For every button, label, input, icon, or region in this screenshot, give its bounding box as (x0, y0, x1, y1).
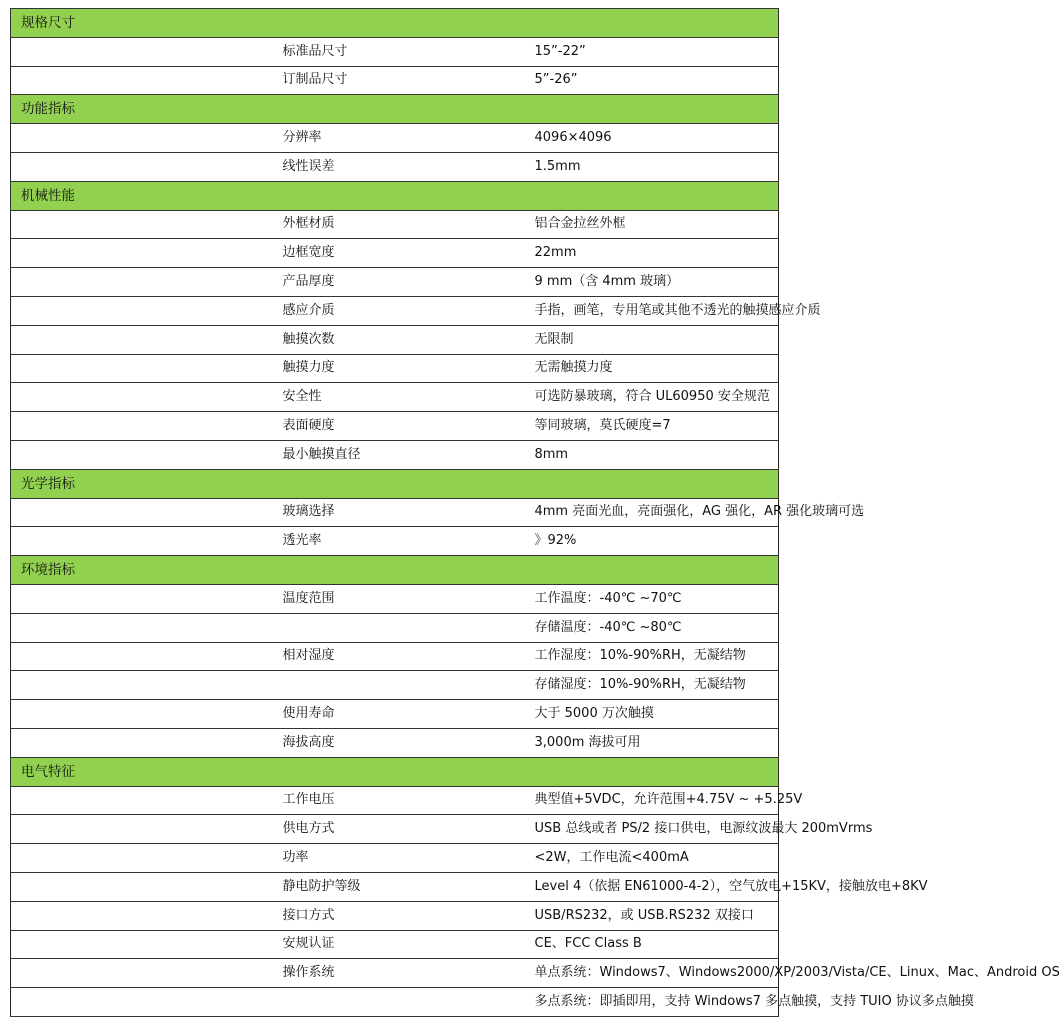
spec-value: 无需触摸力度 (523, 354, 779, 383)
spec-indent-cell (11, 671, 267, 700)
spec-row (11, 584, 779, 613)
spec-indent-cell (11, 37, 267, 66)
spec-row (11, 613, 779, 642)
spec-row (11, 66, 779, 95)
spec-row (11, 124, 779, 153)
spec-label: 海拔高度 (267, 728, 523, 757)
spec-label: 接口方式 (267, 901, 523, 930)
spec-value: 可选防暴玻璃，符合 UL60950 安全规范 (523, 383, 779, 412)
spec-indent-cell (11, 584, 267, 613)
spec-indent-cell (11, 930, 267, 959)
spec-row (11, 152, 779, 181)
spec-indent-cell (11, 239, 267, 268)
spec-label: 相对湿度 (267, 642, 523, 671)
spec-label: 触摸力度 (267, 354, 523, 383)
spec-indent-cell (11, 66, 267, 95)
spec-label: 操作系统 (267, 959, 523, 988)
spec-value: 4mm 亮面光血，亮面强化，AG 强化，AR 强化玻璃可选 (523, 498, 779, 527)
spec-label: 安规认证 (267, 930, 523, 959)
spec-value: 4096×4096 (523, 124, 779, 153)
spec-label: 功率 (267, 844, 523, 873)
section-header-row (11, 469, 779, 498)
spec-value: USB 总线或者 PS/2 接口供电，电源纹波最大 200mVrms (523, 815, 779, 844)
section-header-row (11, 556, 779, 585)
spec-row (11, 37, 779, 66)
spec-indent-cell (11, 613, 267, 642)
spec-row (11, 988, 779, 1017)
spec-value: 存储湿度：10%-90%RH，无凝结物 (523, 671, 779, 700)
spec-label: 边框宽度 (267, 239, 523, 268)
spec-row (11, 786, 779, 815)
spec-value: 存储温度：-40℃ ~80℃ (523, 613, 779, 642)
spec-value: 8mm (523, 440, 779, 469)
spec-label: 供电方式 (267, 815, 523, 844)
spec-row (11, 671, 779, 700)
spec-row (11, 815, 779, 844)
spec-value: 22mm (523, 239, 779, 268)
spec-value: 大于 5000 万次触摸 (523, 700, 779, 729)
spec-indent-cell (11, 296, 267, 325)
spec-value: 》92% (523, 527, 779, 556)
spec-value: 手指，画笔，专用笔或其他不透光的触摸感应介质 (523, 296, 779, 325)
spec-indent-cell (11, 988, 267, 1017)
spec-value: 典型值+5VDC，允许范围+4.75V ~ +5.25V (523, 786, 779, 815)
spec-label (267, 671, 523, 700)
spec-row (11, 844, 779, 873)
spec-row (11, 642, 779, 671)
spec-label (267, 613, 523, 642)
spec-row (11, 325, 779, 354)
spec-value: 9 mm（含 4mm 玻璃） (523, 268, 779, 297)
spec-row (11, 354, 779, 383)
section-header-row (11, 757, 779, 786)
spec-indent-cell (11, 152, 267, 181)
spec-indent-cell (11, 642, 267, 671)
spec-row (11, 901, 779, 930)
spec-value: 单点系统：Windows7、Windows2000/XP/2003/Vista/CE、Linux、Mac、Android OS (523, 959, 779, 988)
spec-value: USB/RS232，或 USB.RS232 双接口 (523, 901, 779, 930)
spec-indent-cell (11, 527, 267, 556)
spec-label: 表面硬度 (267, 412, 523, 441)
spec-label: 透光率 (267, 527, 523, 556)
spec-row (11, 498, 779, 527)
spec-row (11, 700, 779, 729)
spec-value: 等同玻璃，莫氏硬度=7 (523, 412, 779, 441)
spec-label (267, 988, 523, 1017)
section-title: 机械性能 (11, 181, 779, 210)
spec-indent-cell (11, 728, 267, 757)
spec-value: 1.5mm (523, 152, 779, 181)
spec-value: CE、FCC Class B (523, 930, 779, 959)
spec-row (11, 210, 779, 239)
spec-label: 外框材质 (267, 210, 523, 239)
spec-label: 最小触摸直径 (267, 440, 523, 469)
spec-indent-cell (11, 901, 267, 930)
spec-label: 使用寿命 (267, 700, 523, 729)
spec-value: <2W，工作电流<400mA (523, 844, 779, 873)
section-title: 光学指标 (11, 469, 779, 498)
spec-value: 5”-26” (523, 66, 779, 95)
spec-label: 线性误差 (267, 152, 523, 181)
spec-indent-cell (11, 354, 267, 383)
spec-row (11, 728, 779, 757)
section-title: 规格尺寸 (11, 9, 779, 38)
spec-indent-cell (11, 815, 267, 844)
spec-indent-cell (11, 268, 267, 297)
section-title: 环境指标 (11, 556, 779, 585)
spec-value: 铝合金拉丝外框 (523, 210, 779, 239)
spec-row (11, 383, 779, 412)
spec-indent-cell (11, 124, 267, 153)
spec-value: 15”-22” (523, 37, 779, 66)
spec-row (11, 930, 779, 959)
spec-row (11, 440, 779, 469)
spec-table-body (11, 9, 1060, 1017)
spec-label: 温度范围 (267, 584, 523, 613)
spec-label: 玻璃选择 (267, 498, 523, 527)
spec-value: 3,000m 海拔可用 (523, 728, 779, 757)
spec-indent-cell (11, 844, 267, 873)
spec-table (10, 8, 1060, 1017)
spec-label: 订制品尺寸 (267, 66, 523, 95)
spec-label: 工作电压 (267, 786, 523, 815)
spec-label: 分辨率 (267, 124, 523, 153)
spec-row (11, 268, 779, 297)
spec-label: 安全性 (267, 383, 523, 412)
spec-label: 触摸次数 (267, 325, 523, 354)
spec-indent-cell (11, 959, 267, 988)
spec-row (11, 959, 779, 988)
section-title: 功能指标 (11, 95, 779, 124)
spec-indent-cell (11, 210, 267, 239)
spec-label: 标准品尺寸 (267, 37, 523, 66)
section-header-row (11, 95, 779, 124)
spec-indent-cell (11, 383, 267, 412)
spec-value: 多点系统：即插即用，支持 Windows7 多点触摸，支持 TUIO 协议多点触摸 (523, 988, 779, 1017)
spec-indent-cell (11, 498, 267, 527)
spec-row (11, 296, 779, 325)
spec-indent-cell (11, 412, 267, 441)
section-header-row (11, 9, 779, 38)
spec-sheet (10, 8, 1060, 1017)
spec-row (11, 412, 779, 441)
section-header-row (11, 181, 779, 210)
spec-indent-cell (11, 700, 267, 729)
spec-value: 工作湿度：10%-90%RH，无凝结物 (523, 642, 779, 671)
spec-indent-cell (11, 440, 267, 469)
spec-indent-cell (11, 325, 267, 354)
spec-label: 产品厚度 (267, 268, 523, 297)
spec-indent-cell (11, 872, 267, 901)
spec-label: 静电防护等级 (267, 872, 523, 901)
spec-row (11, 527, 779, 556)
spec-indent-cell (11, 786, 267, 815)
spec-row (11, 239, 779, 268)
spec-value: 工作温度：-40℃ ~70℃ (523, 584, 779, 613)
spec-label: 感应介质 (267, 296, 523, 325)
spec-value: Level 4（依据 EN61000-4-2），空气放电+15KV，接触放电+8KV (523, 872, 779, 901)
section-title: 电气特征 (11, 757, 779, 786)
spec-row (11, 872, 779, 901)
spec-value: 无限制 (523, 325, 779, 354)
